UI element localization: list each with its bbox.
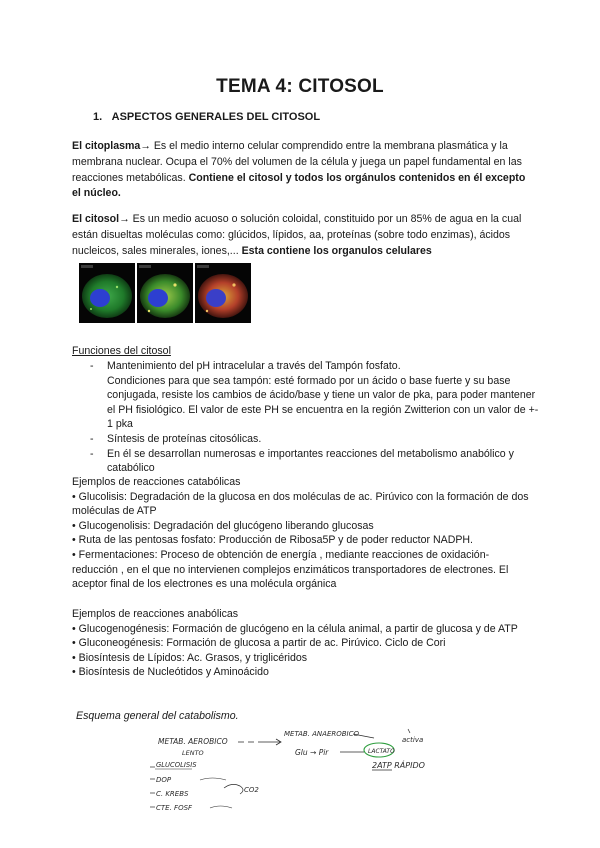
list-item: • Biosíntesis de Lípidos: Ac. Grasos, y triglicéridos: [72, 651, 308, 664]
list-item: • Gluconeogénesis: Formación de glucosa a partir de ac. Pirúvico. Ciclo de Cori: [72, 637, 446, 650]
note-lactato: LACTATO: [368, 748, 395, 755]
list-item: - Mantenimiento del pH intracelular a través del Tampón fosfato. Condiciones para que sea tampón: esté formado por un ácido o base fuerte y su base conjugada, resiste los cambios de ácido/base y tiene un valor de pka, para poder mantener el PH fisiológico. El valor de este PH se encuentra en la región Zwitterion con un valor de +- 1 pka: [90, 359, 540, 432]
catabolic-title: Ejemplos de reacciones catabólicas: [72, 476, 241, 488]
handwritten-diagram: [140, 722, 460, 832]
citosol-bold-end: Esta contiene los organulos celulares: [241, 244, 432, 257]
catabolic-examples: [72, 475, 532, 592]
citoplasma-text: Es el medio interno celular comprendido entre la membrana plasmática y la membrana nuclear. Ocupa el 70% del volumen de la célula y juega un papel fundamental en las reacciones metabólicas.: [72, 140, 522, 184]
citosol-text: Es un medio acuoso o solución coloidal, constituido por un 85% de agua en la cual están disueltas moléculas como: glúcidos, lípidos, aa, proteínas (sobre todo enzimas), ácidos nucleicos, sales minerales, iones,...: [72, 213, 522, 257]
note-glucolisis: GLUCOLISIS: [156, 761, 197, 769]
note-lento: LENTO: [182, 749, 204, 757]
note-activa: activa: [402, 736, 424, 744]
citoplasma-term: El citoplasma: [72, 140, 141, 152]
list-item: - Síntesis de proteínas citosólicas.: [90, 432, 540, 447]
list-item: • Ruta de las pentosas fosfato: Producción de Ribosa5P y de poder reductor NADPH.: [72, 534, 474, 547]
funciones-title: Funciones del citosol: [72, 345, 171, 357]
note-glu-pir: Glu → Pir: [295, 748, 329, 757]
list-item: • Biosíntesis de Nucleótidos y Aminoácido: [72, 666, 269, 679]
section-heading-text: ASPECTOS GENERALES DEL CITOSOL: [111, 111, 321, 123]
list-item: • Glucogenogénesis: Formación de glucógeno en la célula animal, a partir de glucosa y de ATP: [72, 622, 518, 635]
cell-micrographs: [79, 263, 251, 323]
note-c-krebs: C. KREBS: [156, 790, 189, 798]
note-metab-aerobico: METAB. AEROBICO: [158, 737, 228, 746]
note-cte-fosf: CTE. FOSF: [156, 804, 193, 812]
list-item: • Fermentaciones: Proceso de obtención de energía , mediante reacciones de oxidación-reducción , en el que no intervienen complejos enzimáticos transportadores de electrones. El aceptor final de los electrones es una molécula orgánica: [72, 548, 509, 591]
citosol-arrow: →: [119, 213, 130, 225]
anabolic-title: Ejemplos de reacciones anabólicas: [72, 608, 239, 620]
note-metab-anaerobico: METAB. ANAEROBICO: [284, 730, 360, 738]
esquema-label: Esquema general del catabolismo.: [76, 710, 239, 722]
page-title: TEMA 4: CITOSOL: [216, 76, 384, 97]
note-dop: DOP: [156, 776, 172, 784]
micrograph-3: [195, 263, 251, 323]
citosol-term: El citosol: [72, 213, 120, 225]
list-item: • Glucogenolisis: Degradación del glucógeno liberando glucosas: [72, 519, 374, 532]
note-atp-rapido: 2ATP RÁPIDO: [372, 761, 425, 770]
section-heading: [93, 111, 320, 123]
list-item: - En él se desarrollan numerosas e importantes reacciones del metabolismo anabólico y catabólico: [90, 447, 540, 476]
funciones-list: [90, 359, 540, 476]
citoplasma-arrow: →: [140, 140, 151, 152]
micrograph-1: [79, 263, 135, 323]
citoplasma-bold-end: Contiene el citosol y todos los orgánulos contenidos en él excepto el núcleo.: [72, 171, 526, 200]
micrograph-2: [137, 263, 193, 323]
citoplasma-paragraph: [72, 139, 532, 202]
list-item: • Glucolisis: Degradación de la glucosa en dos moléculas de ac. Pirúvico con la formación de dos moléculas de ATP: [72, 490, 529, 518]
section-number: 1.: [93, 111, 103, 123]
anabolic-examples: [72, 607, 532, 680]
citosol-paragraph: [72, 212, 532, 259]
note-co2: CO2: [244, 786, 259, 794]
